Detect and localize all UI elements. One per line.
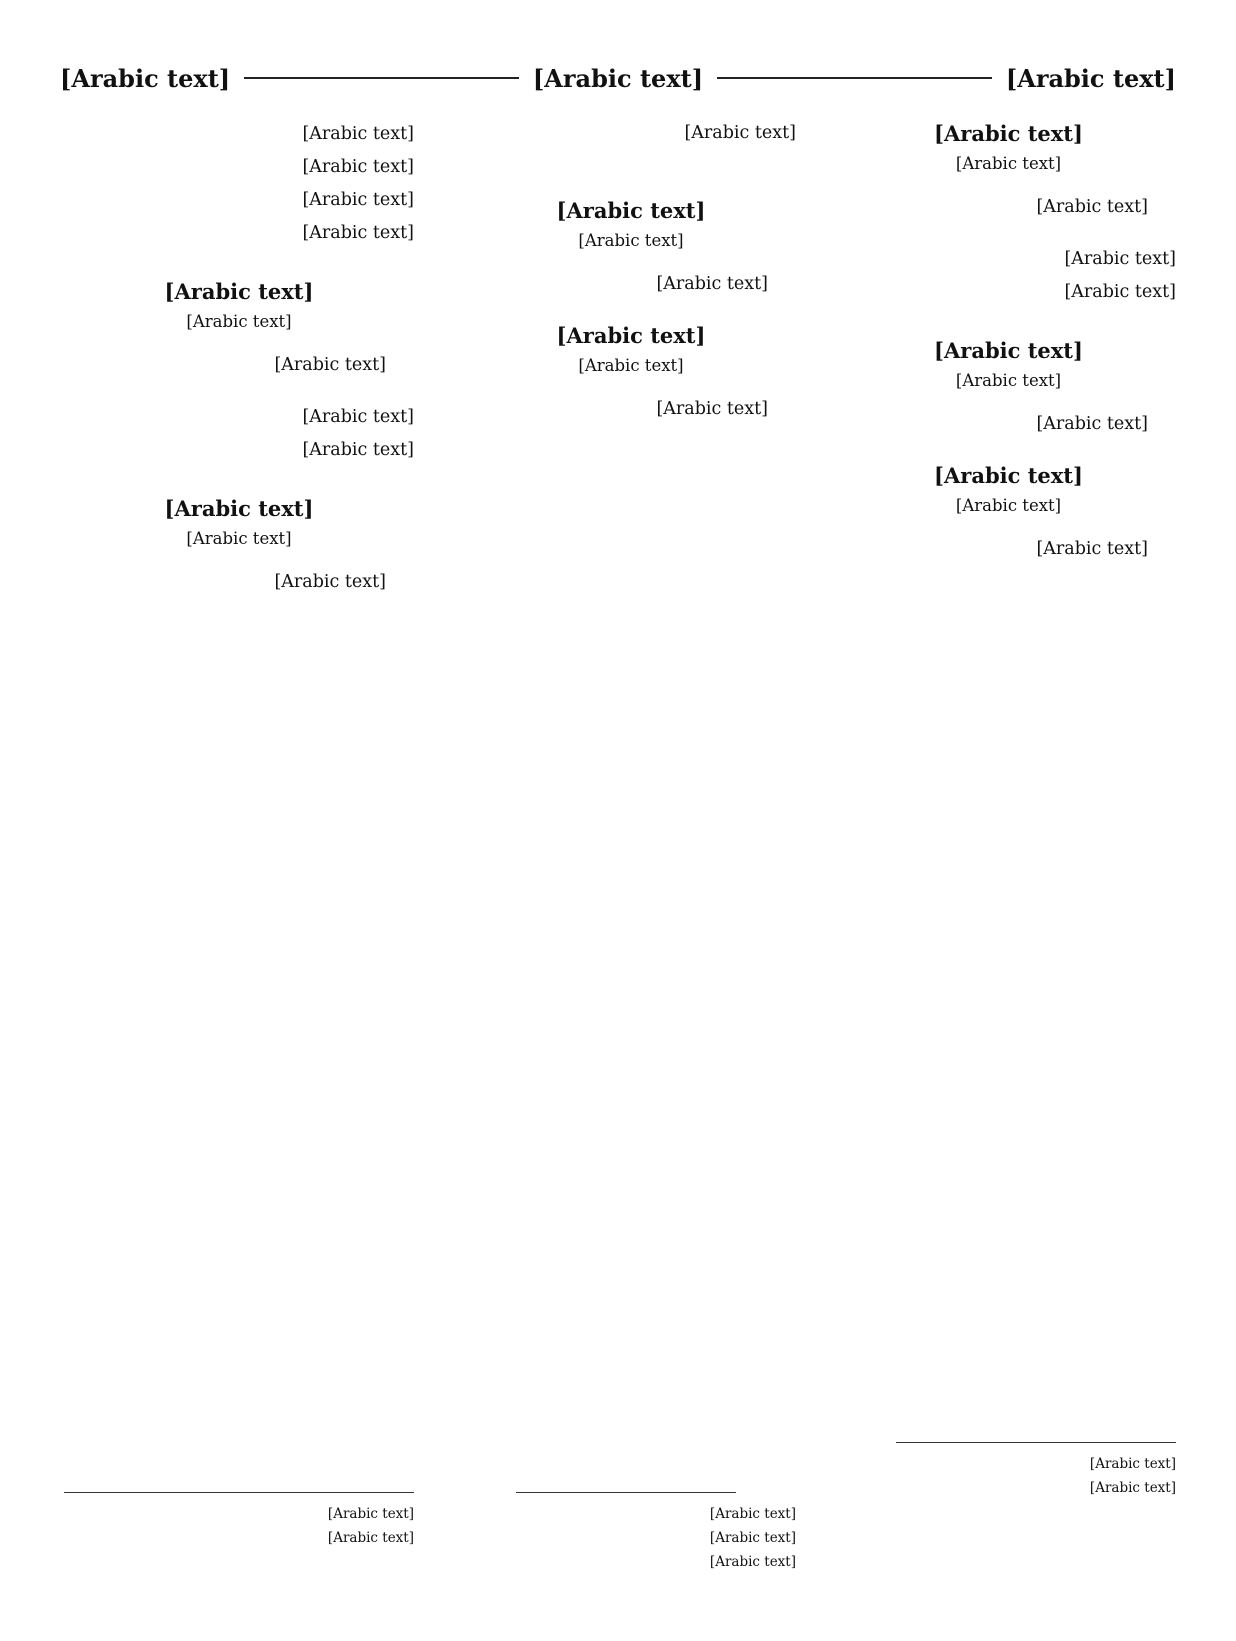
entry-body: [Arabic text]	[274, 572, 386, 592]
entry-title: [Arabic text]	[164, 279, 314, 304]
cross-reference: [Arabic text]	[302, 407, 414, 427]
entry-dates: [Arabic text]	[955, 496, 1062, 515]
footnote-rule	[516, 1492, 736, 1493]
running-head-rule	[717, 77, 992, 79]
cross-reference: [Arabic text]	[302, 223, 414, 243]
cross-reference: [Arabic text]	[302, 190, 414, 210]
entry-body-continued: [Arabic text]	[684, 123, 796, 143]
footnotes-right	[841, 1452, 1176, 1500]
entry-title: [Arabic text]	[934, 121, 1083, 146]
footnote: [Arabic text]	[709, 1506, 796, 1522]
entry-body: [Arabic text]	[1036, 539, 1148, 559]
entry-dates: [Arabic text]	[186, 529, 292, 548]
footnote-rule	[64, 1492, 414, 1493]
cross-reference: [Arabic text]	[302, 157, 414, 177]
entry-title: [Arabic text]	[164, 496, 314, 521]
footnotes-middle	[466, 1502, 796, 1574]
entry-dates: [Arabic text]	[578, 356, 684, 375]
entry-body: [Arabic text]	[1036, 197, 1148, 217]
running-head-right: [Arabic text]	[1005, 63, 1176, 93]
middle-column	[466, 118, 796, 1601]
entry-body: [Arabic text]	[274, 355, 386, 375]
entry-dates: [Arabic text]	[955, 371, 1062, 390]
entry-body: [Arabic text]	[1036, 414, 1148, 434]
footnote: [Arabic text]	[327, 1530, 414, 1546]
left-column	[64, 118, 414, 1601]
footnotes-left	[64, 1502, 414, 1550]
footnote: [Arabic text]	[1089, 1480, 1176, 1496]
footnote: [Arabic text]	[709, 1554, 796, 1570]
page-number: [Arabic text]	[532, 63, 704, 93]
entry-dates: [Arabic text]	[955, 154, 1062, 173]
cross-reference: [Arabic text]	[1064, 282, 1176, 302]
cross-reference: [Arabic text]	[302, 440, 414, 460]
entry-title: [Arabic text]	[934, 463, 1083, 488]
entry-title: [Arabic text]	[556, 198, 706, 223]
running-head-left: [Arabic text]	[60, 63, 231, 93]
running-head-rule	[244, 77, 519, 79]
entry-dates: [Arabic text]	[186, 312, 292, 331]
entry-body: [Arabic text]	[656, 274, 768, 294]
footnote: [Arabic text]	[327, 1506, 414, 1522]
cross-reference: [Arabic text]	[1064, 249, 1176, 269]
footnote: [Arabic text]	[1089, 1456, 1176, 1472]
footnote: [Arabic text]	[709, 1530, 796, 1546]
right-column	[841, 118, 1176, 1601]
entry-title: [Arabic text]	[556, 323, 706, 348]
entry-dates: [Arabic text]	[578, 231, 684, 250]
running-head	[60, 58, 1176, 98]
entry-body: [Arabic text]	[656, 399, 768, 419]
cross-reference: [Arabic text]	[302, 124, 414, 144]
footnote-rule	[896, 1442, 1176, 1443]
entry-title: [Arabic text]	[934, 338, 1083, 363]
